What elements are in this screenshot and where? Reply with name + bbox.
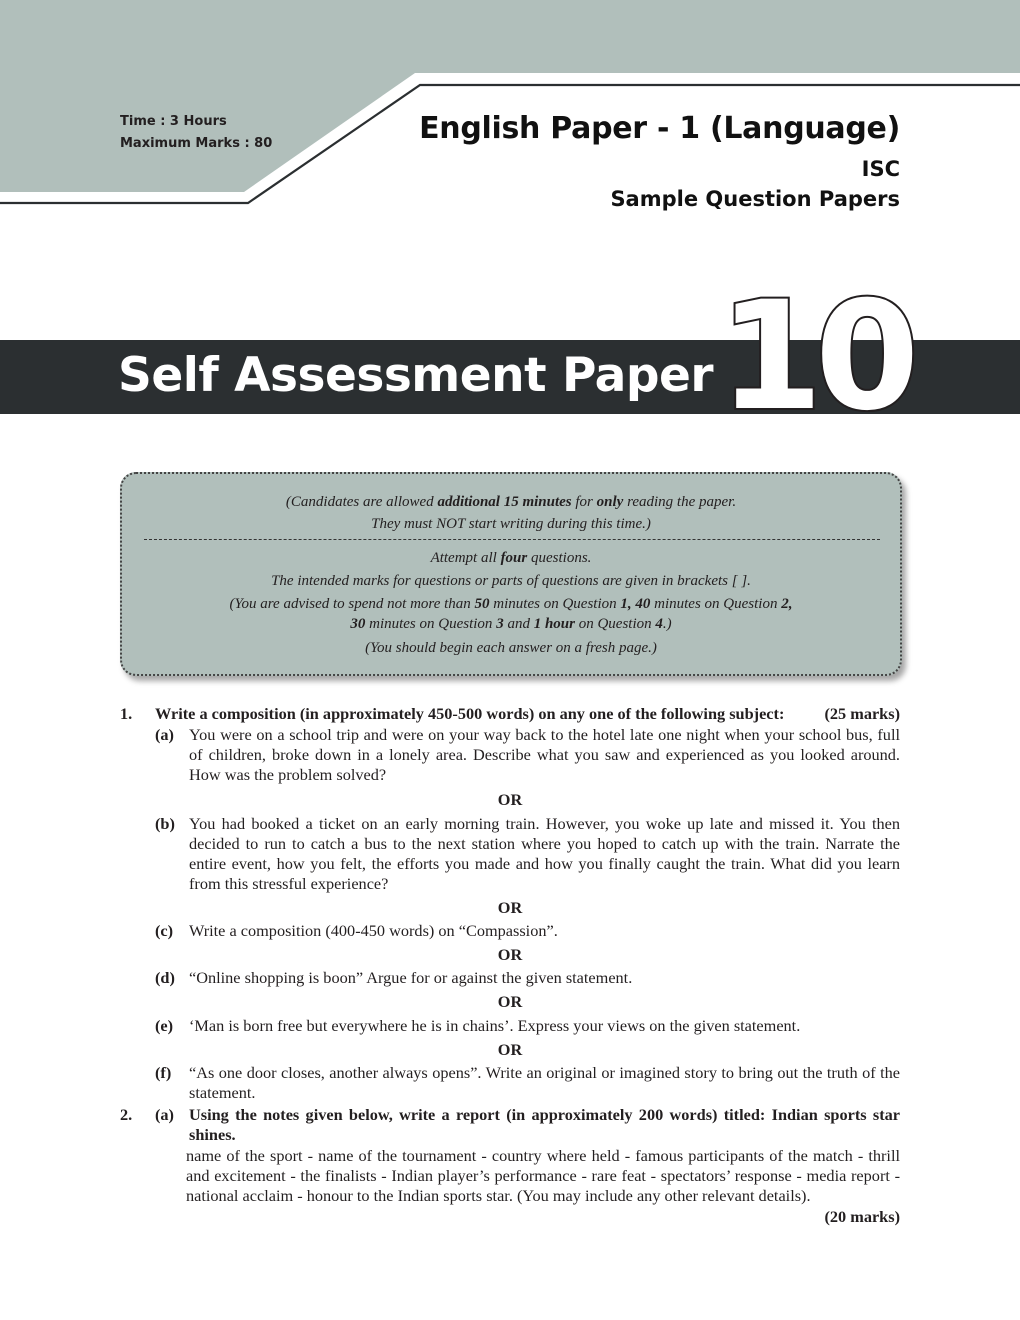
option-text: ‘Man is born free but everywhere he is in chains’. Express your views on the given statement. — [189, 1016, 801, 1035]
instruction-marks-brackets: The intended marks for questions or parts of questions are given in brackets [ ]. — [271, 573, 751, 589]
option-label: (a) — [155, 725, 174, 744]
instruction-no-writing: They must NOT start writing during this time.) — [371, 516, 651, 532]
max-marks-label: Maximum Marks : 80 — [120, 136, 273, 151]
option-text: “As one door closes, another always opens”. Write an original or imagined story to bring out the truth of the statement. — [189, 1063, 900, 1102]
option-heading: Using the notes given below, write a report (in approximately 200 words) titled: Indian sports star shines. — [189, 1105, 900, 1144]
option-label: (f) — [155, 1063, 172, 1082]
or-separator: OR — [497, 945, 523, 964]
instruction-time-advice: (You are advised to spend not more than 50 minutes on Question 1, 40 minutes on Question 2, — [229, 596, 793, 612]
series-name: Sample Question Papers — [610, 187, 900, 211]
paper-title: English Paper - 1 (Language) — [419, 111, 900, 146]
option-text: Write a composition (400-450 words) on “Compassion”. — [189, 921, 558, 940]
instruction-fresh-page: (You should begin each answer on a fresh page.) — [365, 640, 657, 656]
option-label: (d) — [155, 968, 175, 987]
paper-titles — [419, 108, 900, 214]
paper-number-text: 10 — [718, 282, 912, 422]
question-heading: Write a composition (in approximately 450-500 words) on any one of the following subject: — [155, 704, 785, 723]
instruction-time-advice-cont: 30 minutes on Question 3 and 1 hour on Question 4.) — [350, 616, 672, 632]
paper-number — [715, 282, 915, 422]
board-name: ISC — [861, 157, 900, 181]
option-text: You had booked a ticket on an early morning train. However, you woke up late and missed it. You then decided to run to catch a bus to the next station where you hoped to catch up with the train. Narrate the entire event, how you felt, the efforts you made and how you finally caught the train. What did you learn from this stressful experience? — [189, 814, 900, 893]
question-marks: (20 marks) — [824, 1207, 900, 1226]
option-label: (a) — [155, 1105, 174, 1124]
or-separator: OR — [497, 898, 523, 917]
or-separator: OR — [497, 790, 523, 809]
report-notes: name of the sport - name of the tournament - country where held - famous participants of the match - thrill and excitement - the finalists - Indian player’s performance - rare feat - spectators’ response - media report - national acclaim - honour to the Indian sports star. (You may include any other relevant details). — [186, 1146, 900, 1205]
or-separator: OR — [497, 1040, 523, 1059]
option-label: (e) — [155, 1016, 174, 1035]
option-label: (c) — [155, 921, 174, 940]
option-label: (b) — [155, 814, 175, 833]
instruction-attempt-all: Attempt all four questions. — [430, 550, 592, 566]
banner-title: Self Assessment Paper — [118, 348, 714, 403]
time-label: Time : 3 Hours — [120, 114, 227, 129]
option-text: You were on a school trip and were on your way back to the hotel late one night when your school bus, full of children, broke down in a lonely area. Describe what you saw and experienced as you looked around. How was the problem solved? — [189, 725, 900, 784]
question-number: 1. — [120, 704, 133, 723]
option-text: “Online shopping is boon” Argue for or against the given statement. — [189, 968, 633, 987]
instruction-reading-time: (Candidates are allowed additional 15 minutes for only reading the paper. — [285, 494, 737, 510]
instructions-divider — [144, 539, 880, 540]
question-marks: (25 marks) — [824, 704, 900, 723]
exam-meta — [120, 111, 272, 155]
or-separator: OR — [497, 992, 523, 1011]
instructions-box — [120, 472, 902, 676]
question-number: 2. — [120, 1105, 133, 1124]
